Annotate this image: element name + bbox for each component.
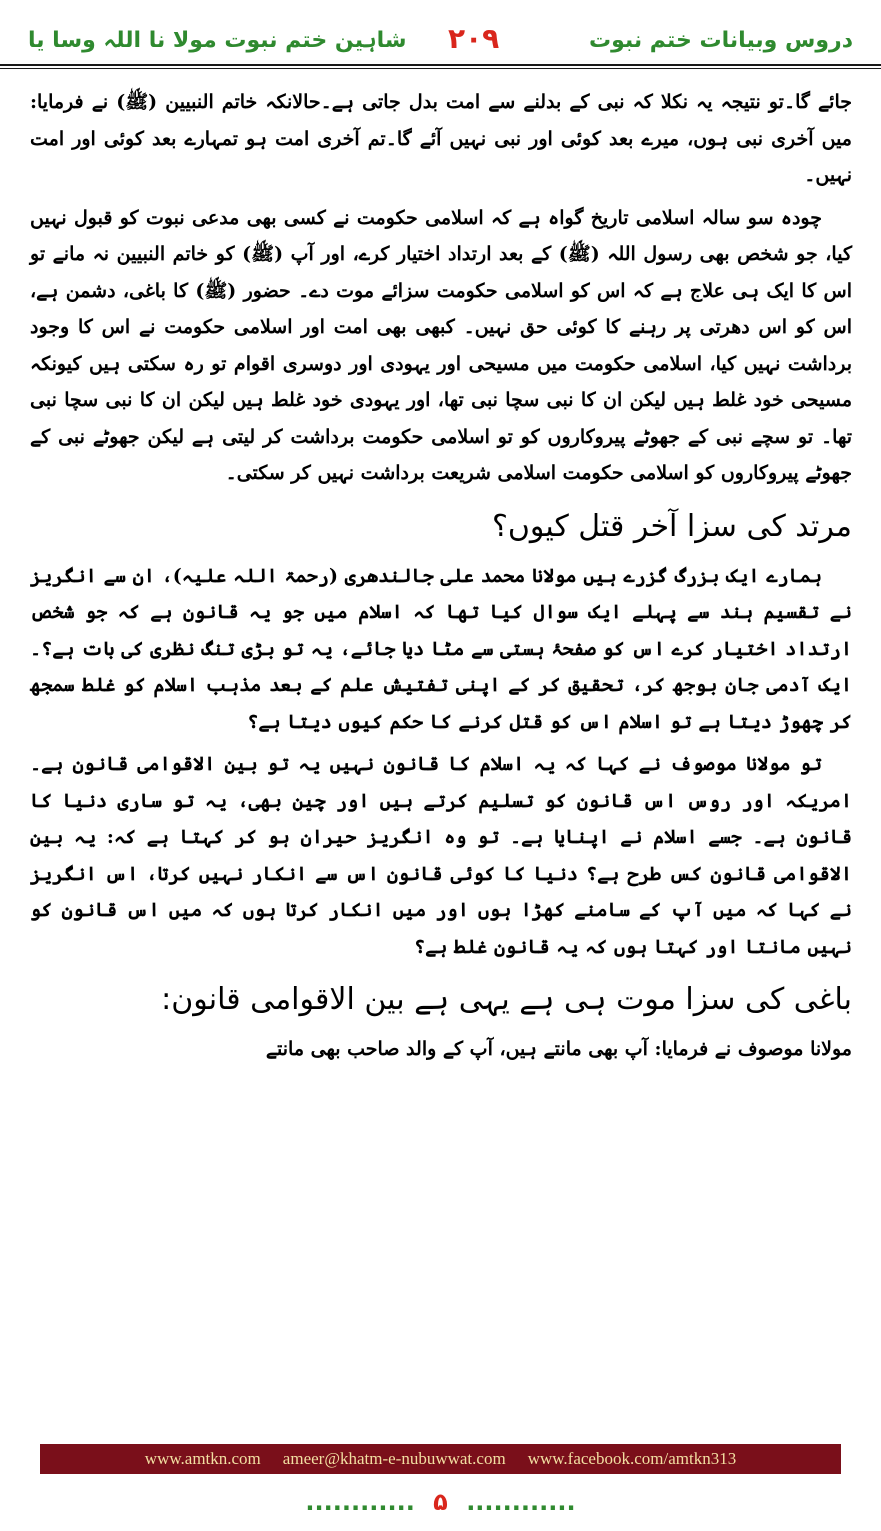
page-body: [30, 84, 852, 1074]
dots-right: ............: [466, 1488, 576, 1516]
paragraph-3: ہمارے ایک بزرگ گزرے ہیں مولانا محمد علی جالندھری (رحمۃ اللہ علیہ)، ان سے انگریز نے تقسیم ہند سے پہلے ایک سوال کیا تھا کہ اسلام میں جو یہ قانون ہے کہ جو شخص ارتداد اختیار کرے اس کو صفحۂ ہستی سے مٹا دیا جائے، یہ تو بڑی تنگ نظری کی بات ہے؟۔ ایک آدمی جان بوجھ کر، تحقیق کر کے اپنی تفتیش علم کے بعد مذہب اسلام کو غلط سمجھ کر چھوڑ دیتا ہے تو اسلام اس کو قتل کرنے کا حکم کیوں دیتا ہے؟: [30, 564, 852, 733]
section-heading-1: مرتد کی سزا آخر قتل کیوں؟: [491, 508, 852, 544]
footer-page-number: [0, 1488, 881, 1516]
header-page-number: ۲۰۹: [448, 22, 500, 55]
facebook-link[interactable]: www.facebook.com/amtkn313: [527, 1449, 737, 1468]
paragraph-5: مولانا موصوف نے فرمایا: آپ بھی مانتے ہیں، آپ کے والد صاحب بھی مانتے: [265, 1038, 852, 1060]
email-link[interactable]: ameer@khatm-e-nubuwwat.com: [282, 1449, 506, 1468]
footer-links-bar: [40, 1444, 841, 1474]
series-title: شاہین ختم نبوت مولا نا اللہ وسا یا: [28, 28, 407, 53]
header-rule: [0, 64, 881, 66]
header-rule-thin: [0, 68, 881, 69]
running-header: [28, 22, 853, 62]
section-heading-2: باغی کی سزا موت ہی ہے یہی ہے بین الاقوامی قانون:: [161, 982, 852, 1017]
website-link[interactable]: www.amtkn.com: [144, 1449, 261, 1468]
paragraph-4: تو مولانا موصوف نے کہا کہ یہ اسلام کا قانون نہیں یہ تو بین الاقوامی قانون ہے۔ امریکہ اور روس اس قانون کو تسلیم کرتے ہیں اور چین بھی، یہ تو ساری دنیا کا قانون ہے۔ جسے اسلام نے اپنایا ہے۔ تو وہ انگریز حیران ہو کر کہتا ہے کہ: یہ بین الاقوامی قانون کس طرح ہے؟ دنیا کا کوئی قانون اس سے انکار نہیں کرتا، اس انگریز نے کہا کہ میں آپ کے سامنے کھڑا ہوں اور میں انکار کرتا ہوں کہ میں اس قانون کو نہیں مانتا اور کہتا ہوں کہ یہ قانون غلط ہے؟: [30, 753, 852, 958]
paragraph-1: جائے گا۔تو نتیجہ یہ نکلا کہ نبی کے بدلنے سے امت بدل جاتی ہے۔حالانکہ خاتم النبیین (ﷺ) نے فرمایا: میں آخری نبی ہوں، میرے بعد کوئی اور نبی نہیں آئے گا۔تم آخری امت ہو تمہارے بعد کوئی اور امت نہیں۔: [30, 91, 852, 186]
book-title: دروس وبیانات ختم نبوت: [589, 28, 853, 53]
dots-left: ............: [305, 1488, 415, 1516]
page-number: ۵: [433, 1488, 448, 1516]
paragraph-2: چودہ سو سالہ اسلامی تاریخ گواہ ہے کہ اسلامی حکومت نے کسی بھی مدعی نبوت کو قبول نہیں کیا، جو شخص بھی رسول اللہ (ﷺ) کے بعد ارتداد اختیار کرے، اور آپ (ﷺ) کو خاتم النبیین نہ مانے تو اس کا ایک ہی علاج ہے کہ اس کو اسلامی حکومت سزائے موت دے۔ حضور (ﷺ) کا باغی، دشمن ہے، اس کو اس دھرتی پر رہنے کا کوئی حق نہیں۔ کبھی بھی امت اور اسلامی حکومت نے اس کا وجود برداشت نہیں کیا، اسلامی حکومت میں مسیحی اور یہودی اور دوسری اقوام تو رہ سکتی ہیں کیونکہ مسیحی خود غلط ہیں لیکن ان کا نبی سچا نبی تھا، اور یہودی خود غلط ہیں لیکن ان کا نبی سچا نبی تھا۔ تو سچے نبی کے جھوٹے پیروکاروں کو تو اسلامی حکومت برداشت کر لیتی ہے لیکن جھوٹے نبی کے جھوٹے پیروکاروں کو اسلامی حکومت اسلامی شریعت برداشت نہیں کر سکتی۔: [30, 206, 852, 484]
